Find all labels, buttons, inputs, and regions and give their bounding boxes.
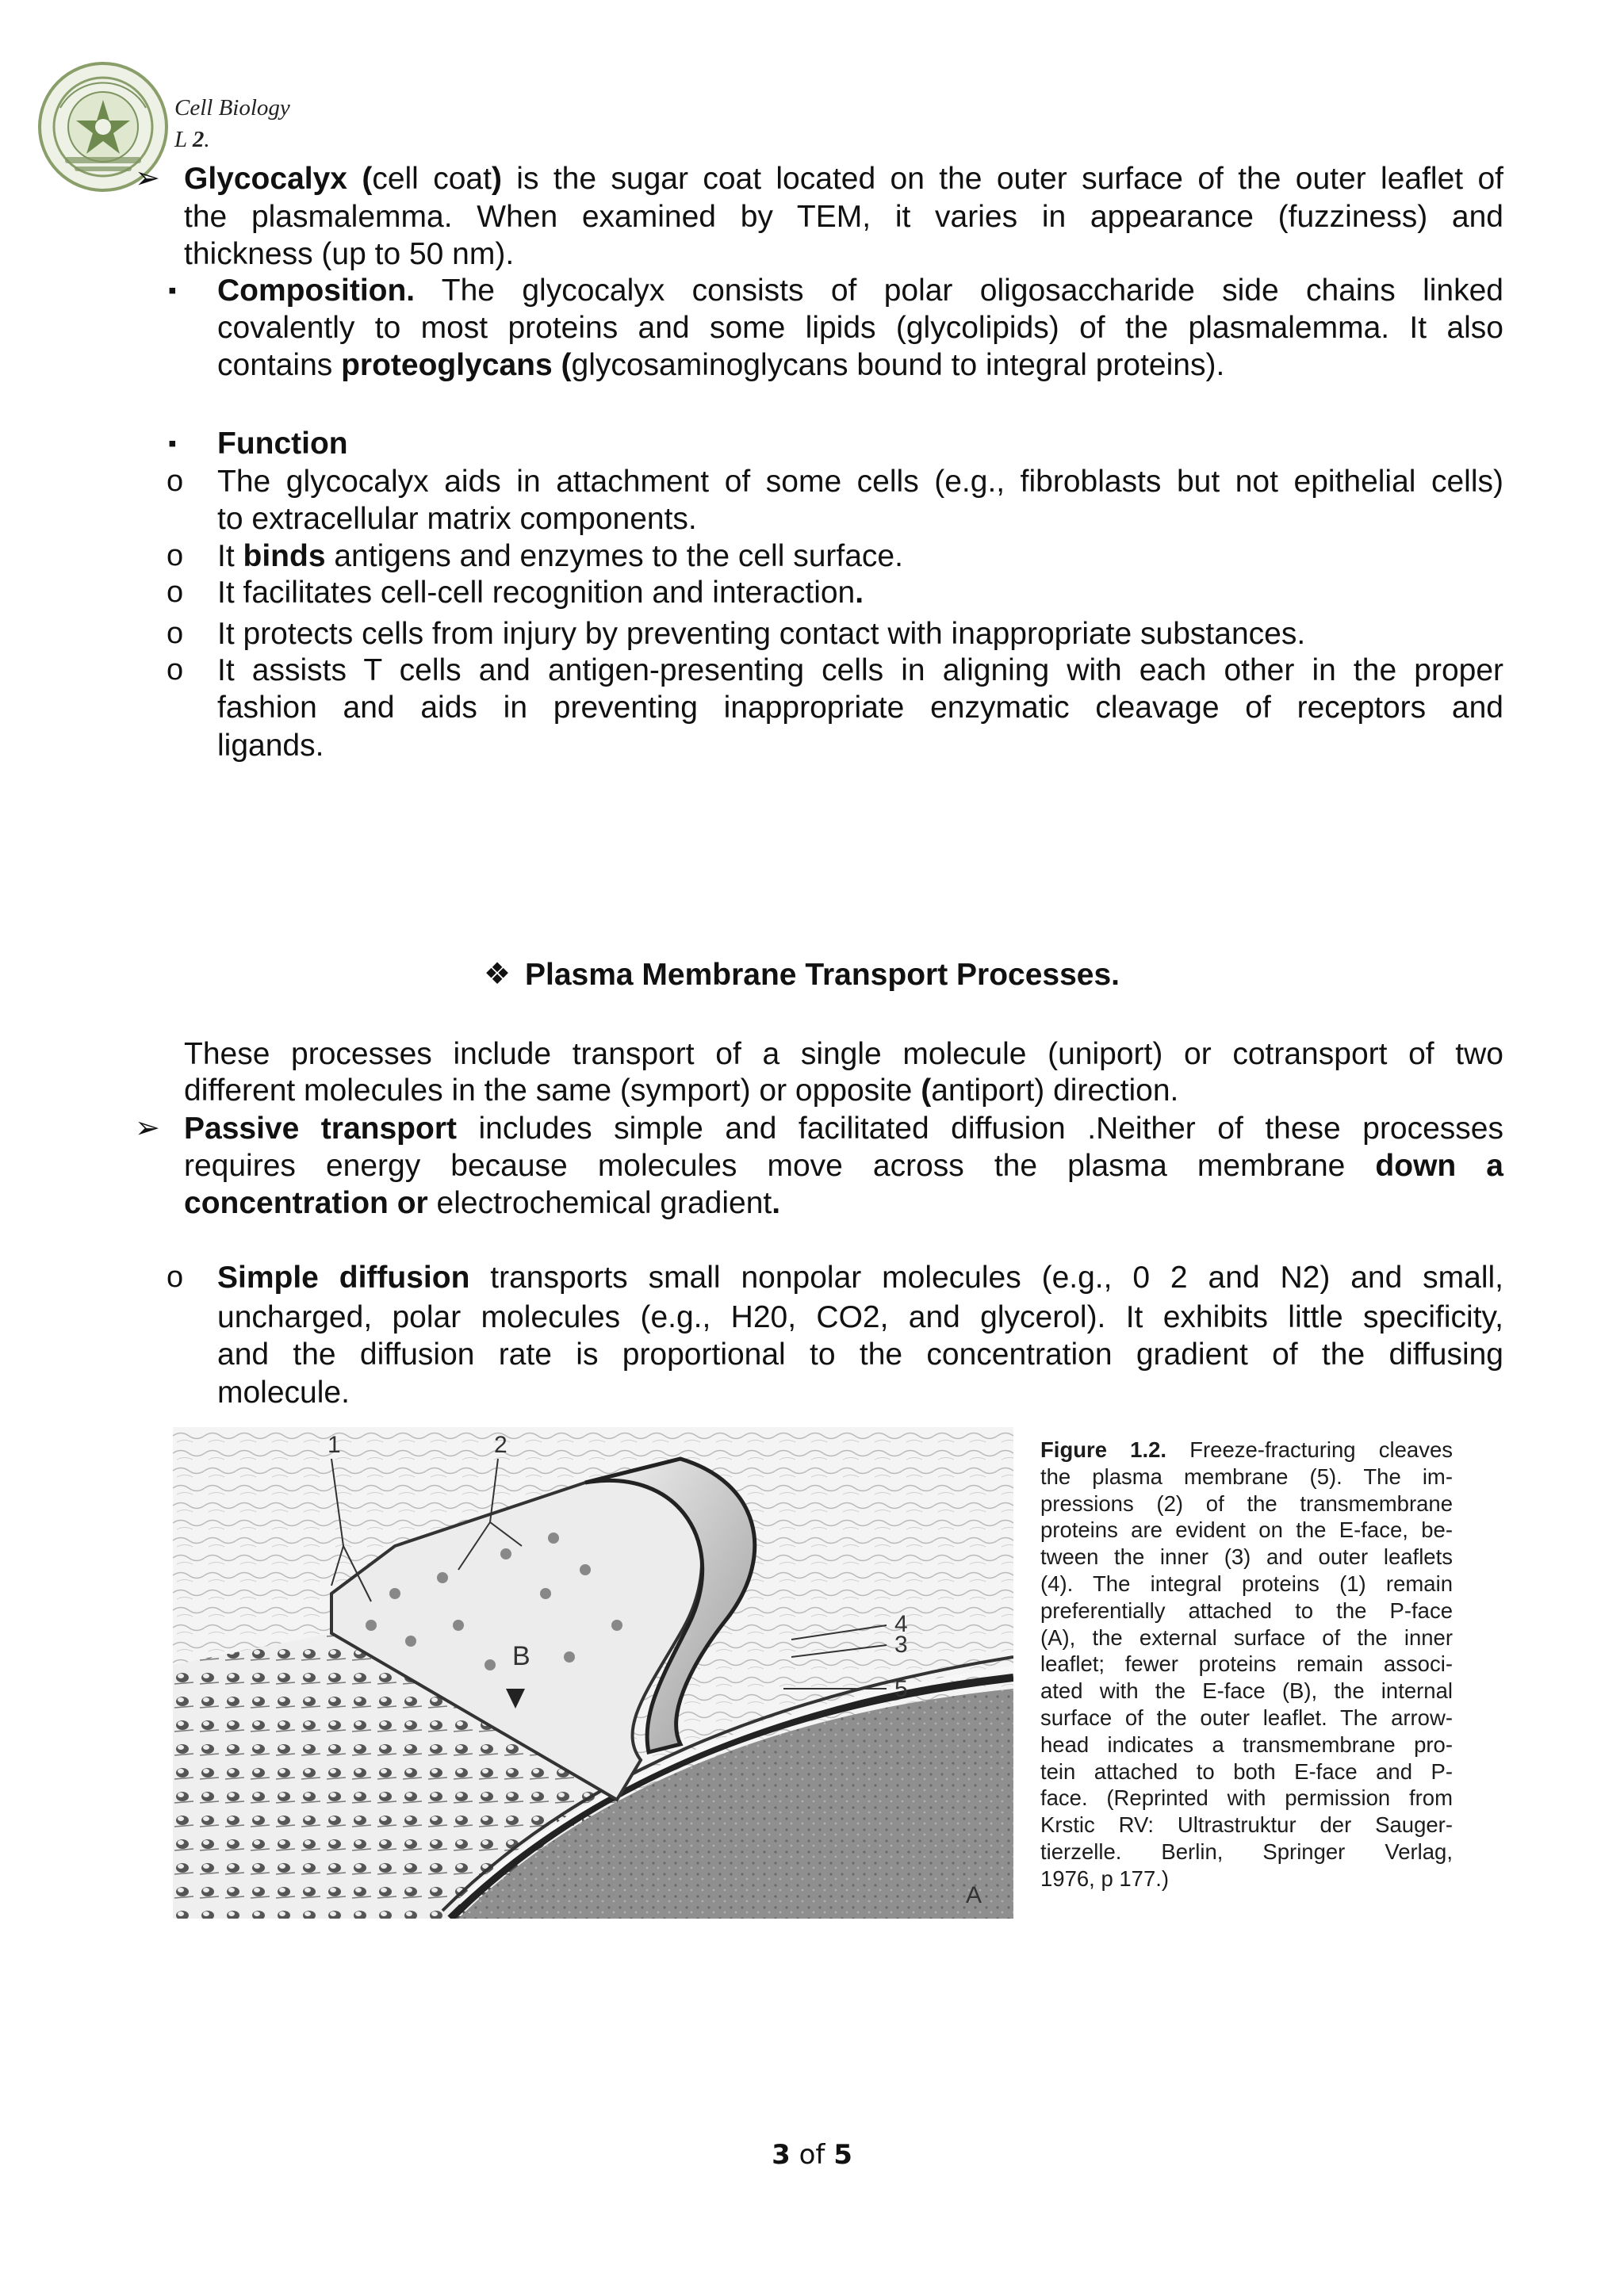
caption-line: the plasma membrane (5). The im- [1040, 1464, 1453, 1489]
circle-bullet-icon: o [167, 576, 184, 609]
caption-line: Krstic RV: Ultrastruktur der Sauger- [1040, 1812, 1453, 1838]
figure-caption [1040, 1437, 1453, 1892]
freeze-fracture-illustration [173, 1427, 1013, 1919]
function-item-1-line-1: The glycocalyx aids in attachment of some cells (e.g., fibroblasts but not epithelial cells) [217, 465, 1503, 499]
figure-label-5: 5 [894, 1676, 908, 1702]
composition-line-3: contains proteoglycans (glycosaminoglycans bound to integral proteins). [217, 348, 1225, 382]
transport-intro-line-1: These processes include transport of a single molecule (uniport) or cotransport of two [184, 1037, 1503, 1071]
passive-line-2: requires energy because molecules move across the plasma membrane down a [184, 1149, 1503, 1183]
figure-label-1: 1 [327, 1432, 341, 1458]
diamond-bullet-icon: ❖ [484, 958, 511, 991]
caption-line: head indicates a transmembrane pro- [1040, 1732, 1453, 1757]
caption-line: 1976, p 177.) [1040, 1866, 1170, 1891]
section-heading: Plasma Membrane Transport Processes. [525, 958, 1120, 992]
caption-line: tween the inner (3) and outer leaflets [1040, 1544, 1453, 1570]
composition-line-1: Composition. The glycocalyx consists of polar oligosaccharide side chains linked [217, 274, 1503, 308]
function-item-3: It facilitates cell-cell recognition and interaction. [217, 576, 864, 610]
figure-label-a: A [966, 1882, 982, 1908]
function-item-5-line-1: It assists T cells and antigen-presenting cells in aligning with each other in the proper [217, 653, 1503, 687]
circle-bullet-icon: o [167, 1261, 184, 1294]
transport-intro-line-2: different molecules in the same (symport) or opposite (antiport) direction. [184, 1073, 1179, 1108]
glycocalyx-line-2: the plasmalemma. When examined by TEM, it varies in appearance (fuzziness) and [184, 200, 1503, 234]
composition-line-2: covalently to most proteins and some lipids (glycolipids) of the plasmalemma. It also [217, 311, 1503, 345]
figure-label-b: B [512, 1641, 530, 1671]
caption-line: (A), the external surface of the inner [1040, 1624, 1453, 1650]
caption-line: preferentially attached to the P-face [1040, 1598, 1453, 1623]
caption-line: Figure 1.2. Freeze-fracturing cleaves [1040, 1437, 1453, 1462]
function-item-5-line-2: fashion and aids in preventing inappropriate enzymatic cleavage of receptors and [217, 691, 1503, 725]
caption-line: tierzelle. Berlin, Springer Verlag, [1040, 1839, 1453, 1864]
glycocalyx-line-1: Glycocalyx (cell coat) is the sugar coat located on the outer surface of the outer leaflet of [184, 162, 1504, 196]
simple-diffusion-line-1: Simple diffusion transports small nonpolar molecules (e.g., 0 2 and N2) and small, [217, 1261, 1503, 1295]
caption-line: leaflet; fewer proteins remain associ- [1040, 1651, 1453, 1677]
course-title: Cell Biology [174, 95, 290, 121]
simple-diffusion-line-2: uncharged, polar molecules (e.g., H20, CO2, and glycerol). It exhibits little specificity, [217, 1300, 1503, 1334]
glycocalyx-line-3: thickness (up to 50 nm). [184, 237, 515, 271]
passive-line-1: Passive transport includes simple and facilitated diffusion .Neither of these processes [184, 1112, 1503, 1146]
circle-bullet-icon: o [167, 465, 184, 498]
caption-line: proteins are evident on the E-face, be- [1040, 1517, 1453, 1543]
passive-line-3: concentration or electrochemical gradient. [184, 1186, 781, 1220]
figure-label-3: 3 [894, 1632, 908, 1658]
caption-line: ated with the E-face (B), the internal [1040, 1678, 1453, 1704]
caption-line: pressions (2) of the transmembrane [1040, 1490, 1453, 1516]
arrow-bullet-icon: ➢ [135, 1112, 160, 1145]
function-item-4: It protects cells from injury by preventing contact with inappropriate substances. [217, 617, 1306, 651]
square-bullet-icon: ▪ [168, 430, 177, 457]
circle-bullet-icon: o [167, 653, 184, 687]
lesson-number: L 2. [174, 127, 210, 152]
circle-bullet-icon: o [167, 539, 184, 572]
figure-label-2: 2 [494, 1432, 508, 1458]
square-bullet-icon: ▪ [168, 277, 177, 304]
caption-line: (4). The integral proteins (1) remain [1040, 1571, 1453, 1596]
simple-diffusion-line-4: molecule. [217, 1376, 350, 1410]
function-item-2: It binds antigens and enzymes to the cell surface. [217, 539, 903, 573]
arrow-bullet-icon: ➢ [135, 162, 160, 195]
figure-label-4: 4 [894, 1611, 908, 1637]
caption-line: tein attached to both E-face and P- [1040, 1758, 1453, 1784]
function-heading: Function [217, 427, 348, 461]
simple-diffusion-line-3: and the diffusion rate is proportional to the concentration gradient of the diffusing [217, 1337, 1503, 1372]
circle-bullet-icon: o [167, 617, 184, 650]
caption-line: surface of the outer leaflet. The arrow- [1040, 1705, 1453, 1730]
page-number: 3 of 5 [772, 2139, 852, 2171]
function-item-5-line-3: ligands. [217, 729, 324, 763]
function-item-1-line-2: to extracellular matrix components. [217, 502, 697, 536]
caption-line: face. (Reprinted with permission from [1040, 1785, 1453, 1811]
